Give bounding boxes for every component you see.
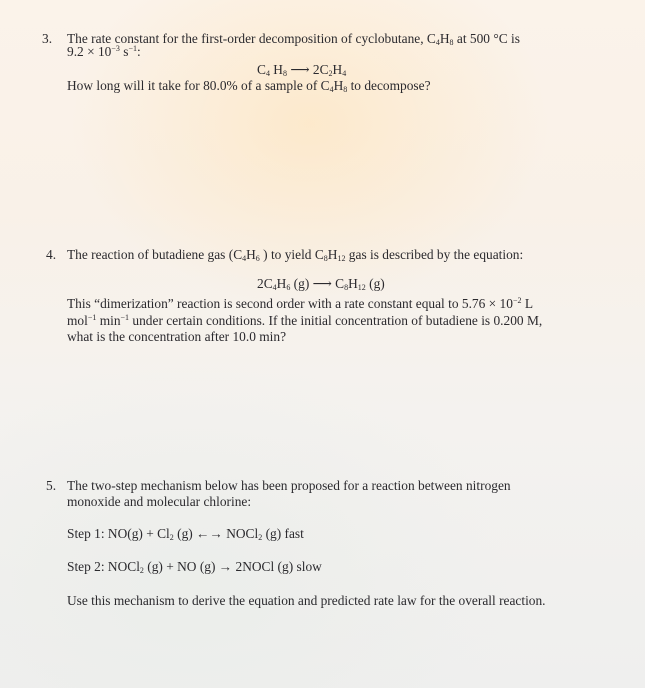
problem-text-line: The reaction of butadiene gas ($C_4H_6$ ) to yield $C_8H_{12}$ gas is described by the equation:: [67, 247, 524, 263]
mechanism-step-1: Step 1: $NO(g) + Cl_2$ (g) ←→ NOCl$_2$ (g) fast: [67, 526, 304, 542]
mechanism-step-2: Step 2: NOCl$_2$ (g) + NO (g) → 2NOCl (g) slow: [67, 559, 322, 575]
question-text: How long will it take for 80.0% of a sample of $C_4H_8$ to decompose?: [67, 78, 431, 94]
problem-5: [46, 478, 626, 618]
problem-text-line: The two-step mechanism below has been proposed for a reaction between nitrogen: [67, 478, 511, 493]
chemical-equation: $C_4$ $H_8$ ⟶ $2C_2H_4$: [257, 62, 347, 78]
problem-text-line: mol$^{-1}$ $\min^{-1}$ under certain conditions. If the initial concentration of butadiene is 0.200 M,: [67, 313, 543, 328]
problem-4: [46, 247, 626, 347]
reaction-arrow: ⟶: [286, 62, 313, 77]
rate-constant-value: $9.2 \times 10^{-3}$ $s^{-1}$:: [67, 44, 141, 59]
question-text: Use this mechanism to derive the equation and predicted rate law for the overall reaction.: [67, 593, 546, 608]
chemical-equation: $2C_4H_6$ (g) ⟶ $C_8H_{12}$ (g): [257, 276, 385, 292]
problem-number: 5.: [46, 478, 57, 493]
problem-number: 4.: [46, 247, 57, 262]
problem-text-line: The rate constant for the first-order decomposition of cyclobutane, $C_4H_8$ at 500 °C is: [67, 31, 520, 47]
question-text: what is the concentration after 10.0 min?: [67, 329, 287, 344]
problem-text-line: monoxide and molecular chlorine:: [67, 494, 252, 509]
problem-number: 3.: [42, 31, 53, 46]
problem-3: [42, 31, 622, 111]
problem-text-line: This “dimerization” reaction is second order with a rate constant equal to $5.76 \times 10^{-2}$ L: [67, 296, 533, 311]
